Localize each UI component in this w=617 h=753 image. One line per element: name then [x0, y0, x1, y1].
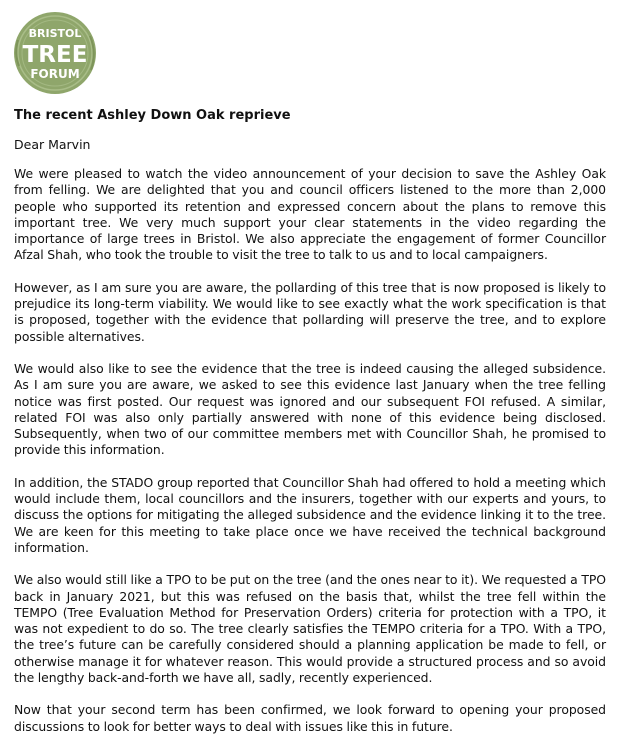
logo-line-forum: FORUM	[30, 67, 80, 81]
paragraph-1: We were pleased to watch the video announcement of your decision to save the Ashley Oak from felling. We are delighted that you and council officers listened to the more than 2,000 people who supported its retention and expressed concern about the plans to remove this important tree. We very much support your clear statements in the video regarding the importance of large trees in Bristol. We also appreciate the engagement of former Councillor Afzal Shah, who took the trouble to visit the tree to talk to us and to local campaigners.	[14, 166, 606, 263]
letter-salutation: Dear Marvin	[14, 137, 91, 152]
paragraph-5: We also would still like a TPO to be put on the tree (and the ones near to it). We requested a TPO back in January 2021, but this was refused on the basis that, whilst the tree fell within the TEMPO (Tree Evaluation Method for Preservation Orders) criteria for protection with a TPO, it was not expedient to do so. The tree clearly satisfies the TEMPO criteria for a TPO. With a TPO, the tree’s future can be carefully considered should a planning application be made to fell, or otherwise manage it for whatever reason. This would provide a structured process and so avoid the lengthy back-and-forth we have all, sadly, recently experienced.	[14, 572, 606, 686]
paragraph-6: Now that your second term has been confirmed, we look forward to opening your proposed discussions to look for better ways to deal with issues like this in future.	[14, 702, 606, 734]
logo-line-tree: TREE	[22, 42, 88, 68]
bristol-tree-forum-logo	[12, 10, 98, 96]
logo-line-bristol: BRISTOL	[28, 27, 82, 40]
paragraph-4: In addition, the STADO group reported that Councillor Shah had offered to hold a meeting which would include them, local councillors and the insurers, together with our experts and yours, to discuss the options for mitigating the alleged subsidence and the evidence linking it to the tree. We are keen for this meeting to take place once we have received the technical background information.	[14, 474, 606, 555]
letter-body	[14, 108, 606, 751]
paragraph-2: However, as I am sure you are aware, the pollarding of this tree that is now proposed is likely to prejudice its long-term viability. We would like to see exactly what the work specification is that is proposed, together with the evidence that pollarding will preserve the tree, and to explore possible alternatives.	[14, 279, 606, 344]
paragraph-3: We would also like to see the evidence that the tree is indeed causing the alleged subsidence. As I am sure you are aware, we asked to see this evidence last January when the tree felling notice was first posted. Our request was ignored and our subsequent FOI refused. A similar, related FOI was also only partially answered with none of this evidence being disclosed. Subsequently, when two of our committee members met with Councillor Shah, he promised to provide this information.	[14, 360, 606, 458]
letter-subject: The recent Ashley Down Oak reprieve	[14, 108, 291, 123]
